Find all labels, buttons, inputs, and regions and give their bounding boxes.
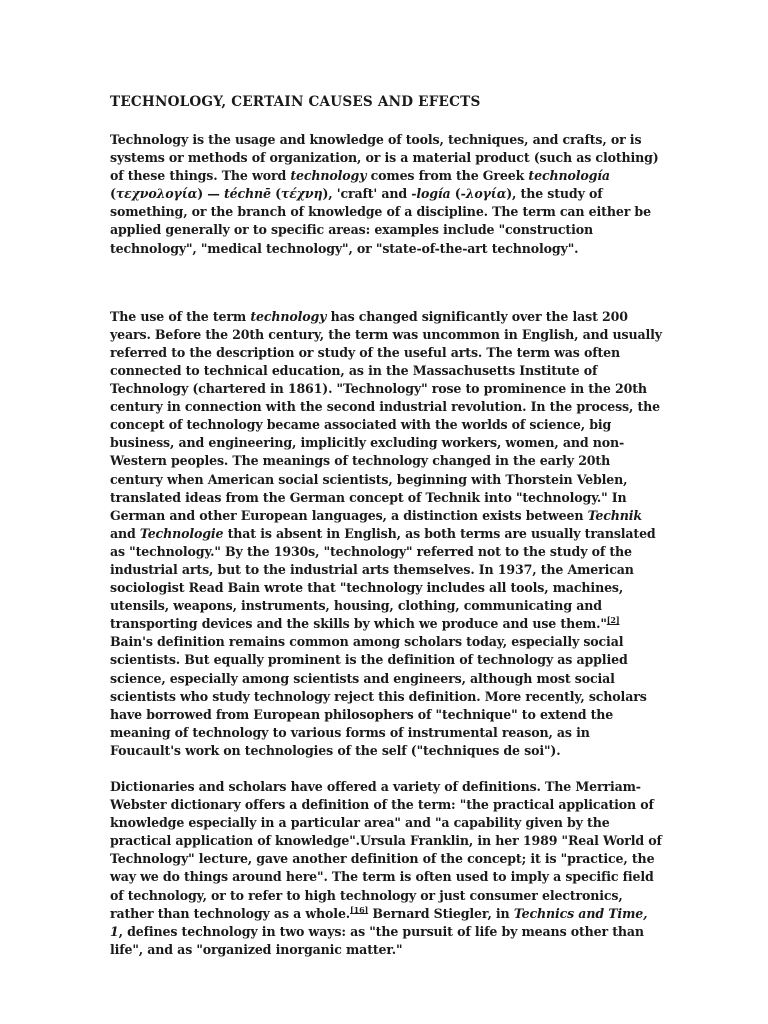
text-run: Dictionaries and scholars have offered a variety of definitions. The Merriam-Webster dictionary offers a definition of the term: "the practical application of knowledge especially in a particular area" and "a capability given by the practical application of knowledge".Ursula Franklin, in her 1989 "Real World of Technology" lecture, gave another definition of the concept; it is "practice, the way we do things around here". The term is often used to imply a specific field of technology, or to refer to high technology or just consumer electronics, rather than technology as a whole. bbox=[110, 779, 662, 921]
italic-term: logía bbox=[416, 186, 451, 202]
greek-term: λογία bbox=[465, 186, 507, 202]
paragraph-definition bbox=[110, 131, 662, 258]
text-run: (- bbox=[450, 186, 466, 202]
text-run: Technology is the usage and knowledge of tools, techniques, and crafts, or is systems or methods of organization, or is a material product (such as clothing) of these things. The word bbox=[110, 132, 659, 184]
text-run: ), 'craft' and - bbox=[322, 186, 417, 202]
italic-term: technology bbox=[290, 168, 367, 184]
italic-term: technología bbox=[528, 168, 610, 184]
text-run: has changed significantly over the last 200 years. Before the 20th century, the term was uncommon in English, and usually referred to the description or study of the useful arts. The term was often connected to technical education, as in the Massachusetts Institute of Technology (chartered in 1861). "Technology" rose to prominence in the 20th century in connection with the second industrial revolution. In the process, the concept of technology became associated with the worlds of science, big business, and engineering, implicitly excluding workers, women, and non-Western peoples. The meanings of technology changed in the early 20th century when American social scientists, beginning with Thorstein Veblen, translated ideas from the German concept of Technik into "technology." In German and other European languages, a distinction exists between bbox=[110, 308, 662, 523]
text-run: , defines technology in two ways: as "the pursuit of life by means other than life", and as "organized inorganic matter." bbox=[110, 923, 644, 957]
paragraph-definitions bbox=[110, 778, 662, 959]
text-run: comes from the Greek bbox=[366, 168, 529, 184]
footnote-link-2[interactable]: [2] bbox=[606, 615, 620, 626]
italic-term: Technologie bbox=[139, 525, 224, 541]
italic-term: Technik bbox=[587, 507, 642, 523]
italic-book-title: Technics and Time, 1 bbox=[110, 905, 648, 939]
text-run: ( bbox=[110, 186, 116, 202]
italic-term: téchnē bbox=[223, 186, 271, 202]
text-run: ) — bbox=[197, 186, 224, 202]
text-run: and bbox=[110, 525, 140, 541]
italic-term: technology bbox=[250, 308, 327, 324]
text-run: ), the study of something, or the branch of knowledge of a discipline. The term can either be applied generally or to specific areas: examples include "construction technology", "medical technology", or "state-of-the-art technology". bbox=[110, 186, 651, 256]
paragraph-history bbox=[110, 308, 662, 760]
text-run: ( bbox=[270, 186, 281, 202]
text-run: Bain's definition remains common among scholars today, especially social scientists. But equally prominent is the definition of technology as applied science, especially among scientists and engineers, although most social scientists who study technology reject this definition. More recently, scholars have borrowed from European philosophers of "technique" to extend the meaning of technology to various forms of instrumental reason, as in Foucault's work on technologies of the self ("techniques de soi"). bbox=[110, 634, 647, 758]
text-run: The use of the term bbox=[110, 308, 251, 324]
greek-term: τέχνη bbox=[280, 186, 323, 202]
document-title: TECHNOLOGY, CERTAIN CAUSES AND EFECTS bbox=[110, 94, 481, 110]
text-run: that is absent in English, as both terms are usually translated as "technology." By the 1930s, "technology" referred not to the study of the industrial arts, but to the industrial arts themselves. In 1937, the American sociologist Read Bain wrote that "technology includes all tools, machines, utensils, weapons, instruments, housing, clothing, communicating and transporting devices and the skills by which we produce and use them." bbox=[110, 525, 656, 632]
greek-term: τεχνολογία bbox=[115, 186, 198, 202]
text-run: Bernard Stiegler, in bbox=[368, 905, 514, 921]
document-page bbox=[110, 92, 662, 959]
footnote-link-16[interactable]: [16] bbox=[350, 904, 369, 915]
